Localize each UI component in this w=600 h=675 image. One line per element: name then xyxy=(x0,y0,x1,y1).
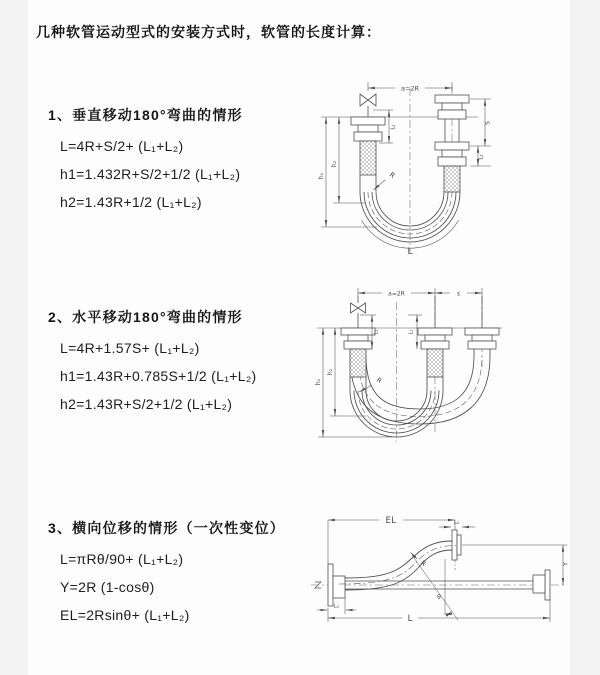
d2-hose-displaced xyxy=(350,349,490,424)
d2-radius-leader xyxy=(359,385,372,392)
section-2-formulas xyxy=(60,334,257,418)
d1-label-l1: L₁ xyxy=(390,124,397,130)
d2-label-s: s xyxy=(456,290,461,298)
d3-label-l: L xyxy=(407,614,413,624)
formula-h1: h1=1.43R+0.785S+1/2 (L₁+L₂) xyxy=(60,368,257,384)
section-2-heading: 2、水平移动180°弯曲的情形 xyxy=(48,309,243,325)
formula-EL: EL=2Rsinθ+ (L₁+L₂) xyxy=(60,607,190,623)
d1-label-l2: L₂ xyxy=(478,154,485,160)
d1-left-fitting xyxy=(351,117,385,192)
d2-label-l2: L₂ xyxy=(408,329,415,335)
d1-right-fitting xyxy=(435,95,469,192)
d1-label-a2r: a=2R xyxy=(400,84,420,93)
d3-dim-l xyxy=(328,600,550,622)
section-1-heading: 1、垂直移动180°弯曲的情形 xyxy=(48,107,243,123)
section-horizontal-bend xyxy=(48,307,257,418)
formula-h2: h2=1.43R+S/2+1/2 (L₁+L₂) xyxy=(60,396,233,412)
d2-label-l1: L₁ xyxy=(373,329,380,335)
d2-label-a2r: a=2R xyxy=(388,290,405,298)
d2-label-R: R xyxy=(374,375,384,385)
d3-label-l2: L₂ xyxy=(453,520,460,526)
d3-label-l1: L₁ xyxy=(333,603,340,610)
page-margin-left xyxy=(0,0,28,675)
section-lateral-displacement xyxy=(48,518,285,629)
diagram-vertical-180-bend xyxy=(318,82,492,257)
diagram-horizontal-180-bend xyxy=(315,288,502,442)
d1-label-h2: h₂ xyxy=(331,160,338,168)
technical-diagrams xyxy=(300,60,600,660)
section-vertical-bend xyxy=(48,105,243,216)
section-1-formulas xyxy=(60,132,243,216)
formula-L: L=πRθ/90+ (L₁+L₂) xyxy=(60,551,184,567)
d2-label-h2: h₂ xyxy=(327,368,334,376)
d2-dim-top xyxy=(358,288,482,296)
d3-hose-curve xyxy=(339,541,457,590)
d3-label-theta: θ xyxy=(437,594,441,601)
formula-Y: Y=2R (1-cosθ) xyxy=(60,579,155,595)
d1-label-h1: h₁ xyxy=(318,172,325,180)
page-title: 几种软管运动型式的安装方式时，软管的长度计算： xyxy=(36,24,381,40)
d3-dim-el xyxy=(328,520,455,570)
formula-L: L=4R+1.57S+ (L₁+L₂) xyxy=(60,340,200,356)
d1-radius-leader xyxy=(374,180,386,190)
section-3-formulas xyxy=(60,545,285,629)
d1-valve-icon xyxy=(360,94,376,117)
formula-h2: h2=1.43R+1/2 (L₁+L₂) xyxy=(60,194,202,210)
d3-left-flange xyxy=(315,564,345,606)
d3-right-flange xyxy=(533,570,550,600)
formula-h1: h1=1.432R+S/2+1/2 (L₁+L₂) xyxy=(60,166,241,182)
d3-label-el: EL xyxy=(385,516,397,526)
d1-label-R: R xyxy=(387,170,397,181)
d1-label-s: S xyxy=(484,121,492,125)
d2-fittings xyxy=(341,328,499,377)
d2-label-h1: h₁ xyxy=(315,378,322,386)
d1-label-L: L xyxy=(407,247,413,257)
formula-L: L=4R+S/2+ (L₁+L₂) xyxy=(60,138,184,154)
diagram-lateral-displacement xyxy=(311,516,570,624)
d3-dim-y xyxy=(462,545,567,585)
d3-top-flange xyxy=(452,530,461,560)
d3-label-R: R xyxy=(418,558,428,568)
section-3-heading: 3、横向位移的情形（一次性变位） xyxy=(48,520,285,536)
d3-label-y: Y xyxy=(561,562,570,566)
d2-valve-icon xyxy=(351,296,483,328)
